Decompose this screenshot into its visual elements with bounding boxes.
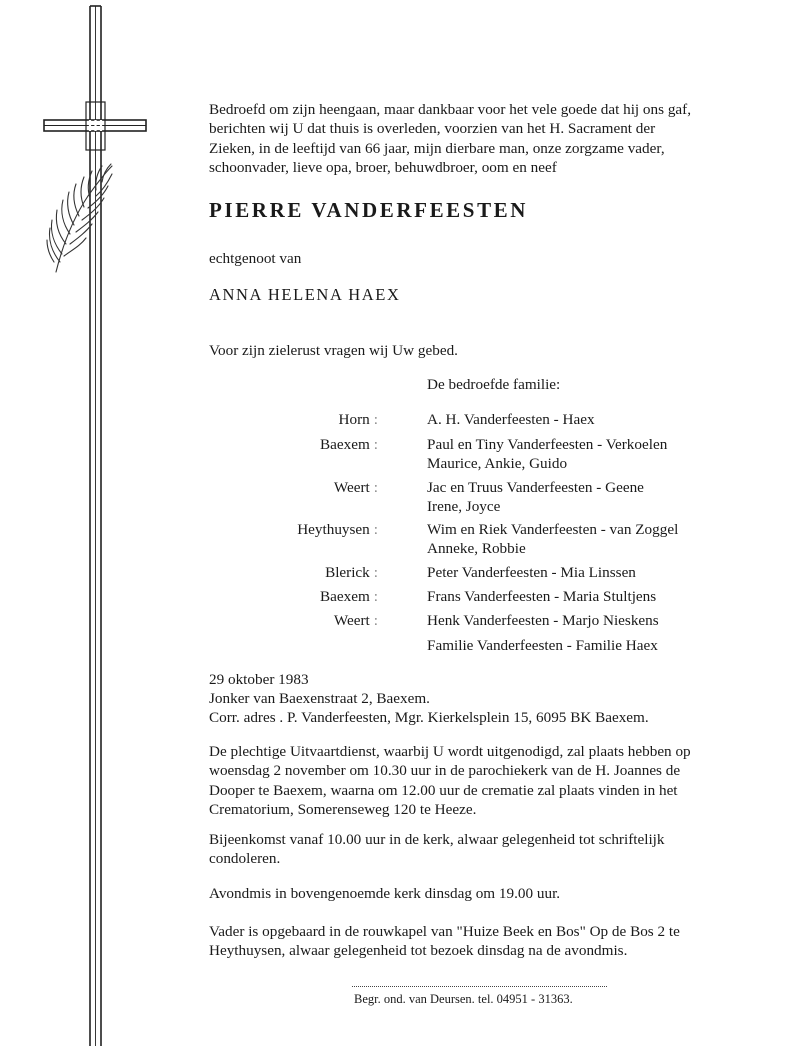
family-member-line: Irene, Joyce	[427, 498, 501, 516]
viewing-line: Heythuysen, alwaar gelegenheid tot bezoek dinsdag na de avondmis.	[209, 942, 628, 960]
gathering-line: Bijeenkomst vanaf 10.00 uur in de kerk, alwaar gelegenheid tot schriftelijk	[209, 831, 665, 848]
service-line: De plechtige Uitvaartdienst, waarbij U wordt uitgenodigd, zal plaats hebben op	[209, 743, 691, 760]
family-place: Weert :	[333, 479, 378, 496]
home-address: Jonker van Baexenstraat 2, Baexem.	[209, 690, 430, 707]
intro-paragraph	[209, 100, 769, 178]
family-members	[427, 520, 678, 559]
service-line: Dooper te Baexem, waarna om 12.00 uur de crematie zal plaats vinden in het	[209, 781, 678, 799]
family-place: Blerick :	[325, 564, 378, 581]
gathering-line: condoleren.	[209, 850, 281, 868]
palm-branch-icon	[47, 164, 112, 272]
family-members	[427, 587, 656, 606]
family-members	[427, 611, 659, 630]
family-member-line: Paul en Tiny Vanderfeesten - Verkoelen	[427, 436, 668, 453]
viewing-line: Vader is opgebaard in de rouwkapel van "Huize Beek en Bos" Op de Bos 2 te	[209, 923, 680, 940]
viewing-paragraph	[209, 922, 773, 961]
family-members	[427, 563, 636, 582]
spouse-label: echtgenoot van	[209, 250, 302, 267]
family-header: De bedroefde familie:	[427, 376, 561, 393]
service-line: woensdag 2 november om 10.30 uur in de parochiekerk van de H. Joannes de	[209, 762, 681, 780]
family-members	[427, 435, 667, 474]
family-place: Baexem :	[320, 436, 378, 453]
intro-line: Zieken, in de leeftijd van 66 jaar, mijn dierbare man, onze zorgzame vader,	[209, 139, 665, 157]
footer-divider	[352, 986, 607, 987]
family-place: Weert :	[333, 612, 378, 629]
family-extra: Familie Vanderfeesten - Familie Haex	[427, 637, 658, 654]
intro-line: berichten wij U dat thuis is overleden, voorzien van het H. Sacrament der	[209, 120, 656, 138]
family-member-line: Peter Vanderfeesten - Mia Linssen	[427, 564, 636, 581]
family-members	[427, 410, 595, 429]
prayer-request: Voor zijn zielerust vragen wij Uw gebed.	[209, 342, 458, 359]
family-member-line: Wim en Riek Vanderfeesten - van Zoggel	[427, 521, 679, 538]
spouse-name: ANNA HELENA HAEX	[209, 285, 401, 304]
intro-line: schoonvader, lieve opa, broer, behuwdbroer, oom en neef	[209, 159, 557, 177]
intro-line: Bedroefd om zijn heengaan, maar dankbaar voor het vele goede dat hij ons gaf,	[209, 101, 692, 118]
gathering-paragraph	[209, 830, 773, 869]
cross-icon	[0, 0, 200, 1050]
family-place: Heythuysen :	[297, 521, 378, 538]
family-member-line: Maurice, Ankie, Guido	[427, 455, 568, 473]
evening-mass: Avondmis in bovengenoemde kerk dinsdag om 19.00 uur.	[209, 885, 561, 902]
correspondence-address: Corr. adres . P. Vanderfeesten, Mgr. Kierkelsplein 15, 6095 BK Baexem.	[209, 709, 649, 726]
family-member-line: Henk Vanderfeesten - Marjo Nieskens	[427, 612, 659, 629]
family-member-line: Jac en Truus Vanderfeesten - Geene	[427, 479, 644, 496]
notice-date: 29 oktober 1983	[209, 671, 309, 688]
family-place: Horn :	[338, 411, 378, 428]
family-place: Baexem :	[320, 588, 378, 605]
deceased-name: PIERRE VANDERFEESTEN	[209, 198, 529, 222]
family-member-line: Frans Vanderfeesten - Maria Stultjens	[427, 588, 657, 605]
family-members	[427, 478, 644, 517]
service-paragraph	[209, 742, 773, 820]
family-member-line: Anneke, Robbie	[427, 540, 526, 558]
service-line: Crematorium, Somerenseweg 120 te Heeze.	[209, 801, 477, 819]
family-member-line: A. H. Vanderfeesten - Haex	[427, 411, 595, 428]
funeral-director-footer: Begr. ond. van Deursen. tel. 04951 - 31363.	[354, 992, 573, 1006]
